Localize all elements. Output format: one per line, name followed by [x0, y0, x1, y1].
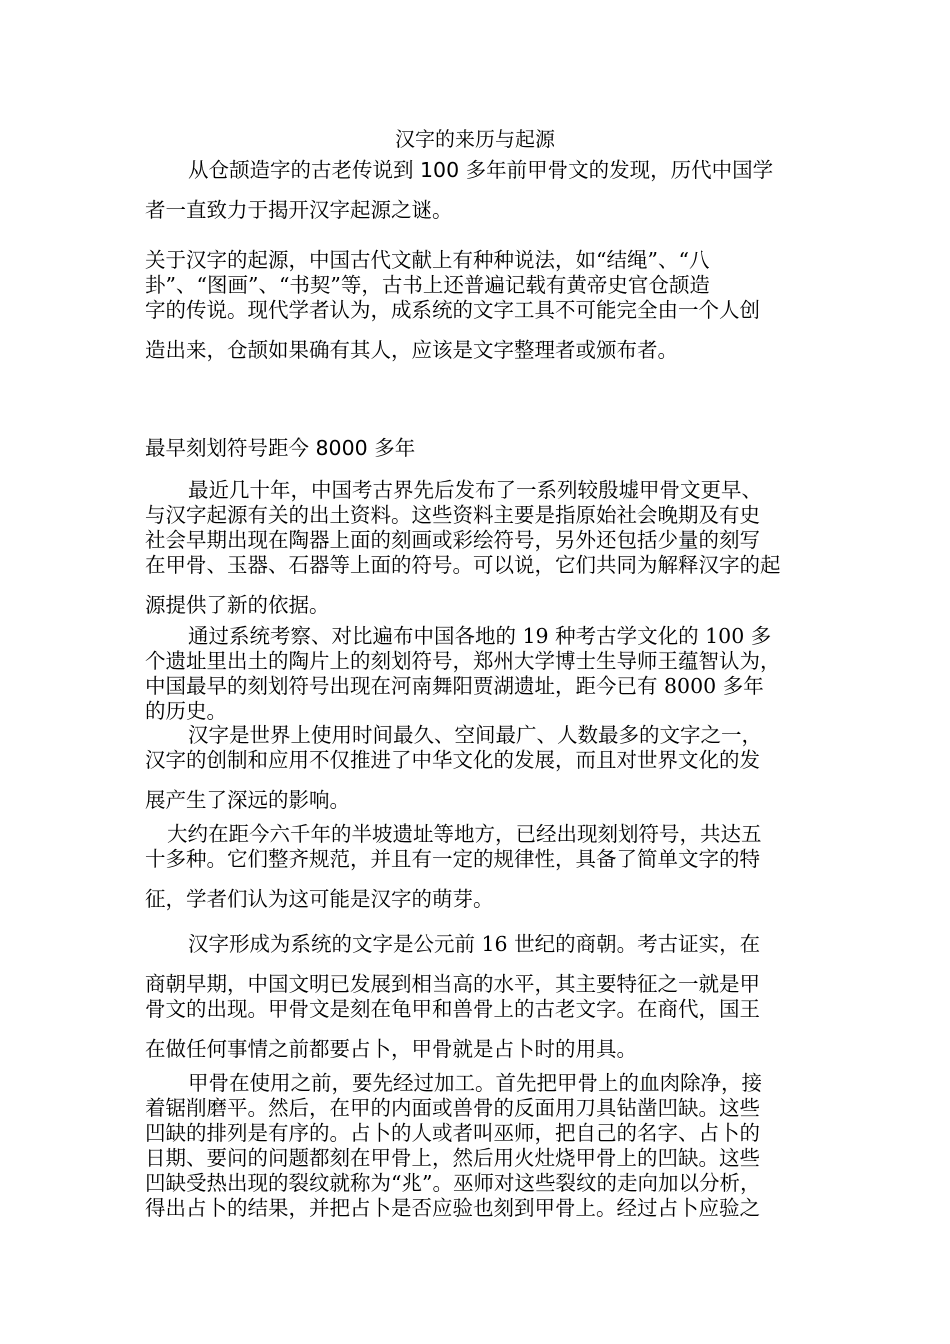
text-line: 最近几十年，中国考古界先后发布了一系列较殷墟甲骨文更早、 [188, 478, 762, 502]
paragraph-influence [145, 723, 815, 813]
text-line: 在甲骨、玉器、石器等上面的符号。可以说，它们共同为解释汉字的起 [145, 553, 781, 577]
text-line: 造出来，仓颉如果确有其人，应该是文字整理者或颁布者。 [145, 338, 678, 362]
paragraph-jiahu [145, 624, 815, 724]
text-line: 甲骨在使用之前，要先经过加工。首先把甲骨上的血肉除净，接 [188, 1071, 762, 1095]
text-line: 得出占卜的结果，并把占卜是否应验也刻到甲骨上。经过占卜应验之 [145, 1196, 760, 1220]
text-line: 关于汉字的起源，中国古代文献上有种种说法，如“结绳”、“八 [145, 248, 710, 272]
text-line: 汉字是世界上使用时间最久、空间最广、人数最多的文字之一， [188, 723, 762, 747]
text-line: 汉字形成为系统的文字是公元前 16 世纪的商朝。考古证实，在 [188, 932, 761, 956]
text-line: 社会早期出现在陶器上面的刻画或彩绘符号，另外还包括少量的刻写 [145, 528, 760, 552]
paragraph-oracle-bones [145, 1071, 815, 1221]
text-line: 十多种。它们整齐规范，并且有一定的规律性，具备了简单文字的特 [145, 847, 760, 871]
text-line: 着锯削磨平。然后，在甲的内面或兽骨的反面用刀具钻凿凹缺。这些 [145, 1096, 760, 1120]
text-line: 源提供了新的依据。 [145, 593, 330, 617]
paragraph-archaeology [145, 478, 815, 618]
text-line: 大约在距今六千年的半坡遗址等地方，已经出现刻划符号，共达五 [167, 822, 762, 846]
text-line: 在做任何事情之前都要占卜，甲骨就是占卜时的用具。 [145, 1037, 637, 1061]
text-line: 凹缺的排列是有序的。占卜的人或者叫巫师，把自己的名字、占卜的 [145, 1121, 760, 1145]
text-line: 汉字的创制和应用不仅推进了中华文化的发展，而且对世界文化的发 [145, 748, 760, 772]
text-line: 字的传说。现代学者认为，成系统的文字工具不可能完全由一个人创 [145, 298, 760, 322]
section-heading: 最早刻划符号距今 8000 多年 [145, 436, 416, 460]
text-line: 骨文的出现。甲骨文是刻在龟甲和兽骨上的古老文字。在商代，国王 [145, 997, 760, 1021]
document-title: 汉字的来历与起源 [395, 127, 555, 151]
paragraph-shang [145, 932, 815, 1062]
text-line: 商朝早期，中国文明已发展到相当高的水平，其主要特征之一就是甲 [145, 972, 760, 996]
text-line: 卦”、“图画”、“书契”等，古书上还普遍记载有黄帝史官仓颉造 [145, 273, 710, 297]
paragraph-banpo [145, 822, 815, 912]
text-line: 日期、要问的问题都刻在甲骨上，然后用火灶烧甲骨上的凹缺。这些 [145, 1146, 760, 1170]
text-line: 凹缺受热出现的裂纹就称为“兆”。巫师对这些裂纹的走向加以分析， [145, 1171, 761, 1195]
text-line: 展产生了深远的影响。 [145, 788, 350, 812]
text-line: 的历史。 [145, 699, 227, 723]
text-line: 个遗址里出土的陶片上的刻划符号，郑州大学博士生导师王蕴智认为， [145, 649, 781, 673]
paragraph-origins [145, 248, 815, 363]
text-line: 者一直致力于揭开汉字起源之谜。 [145, 198, 453, 222]
text-line: 通过系统考察、对比遍布中国各地的 19 种考古学文化的 100 多 [188, 624, 772, 648]
text-line: 中国最早的刻划符号出现在河南舞阳贾湖遗址，距今已有 8000 多年 [145, 674, 764, 698]
text-line: 从仓颉造字的古老传说到 100 多年前甲骨文的发现，历代中国学 [188, 158, 774, 182]
text-line: 与汉字起源有关的出土资料。这些资料主要是指原始社会晚期及有史 [145, 503, 760, 527]
intro-paragraph [145, 158, 815, 223]
text-line: 征，学者们认为这可能是汉字的萌芽。 [145, 887, 494, 911]
